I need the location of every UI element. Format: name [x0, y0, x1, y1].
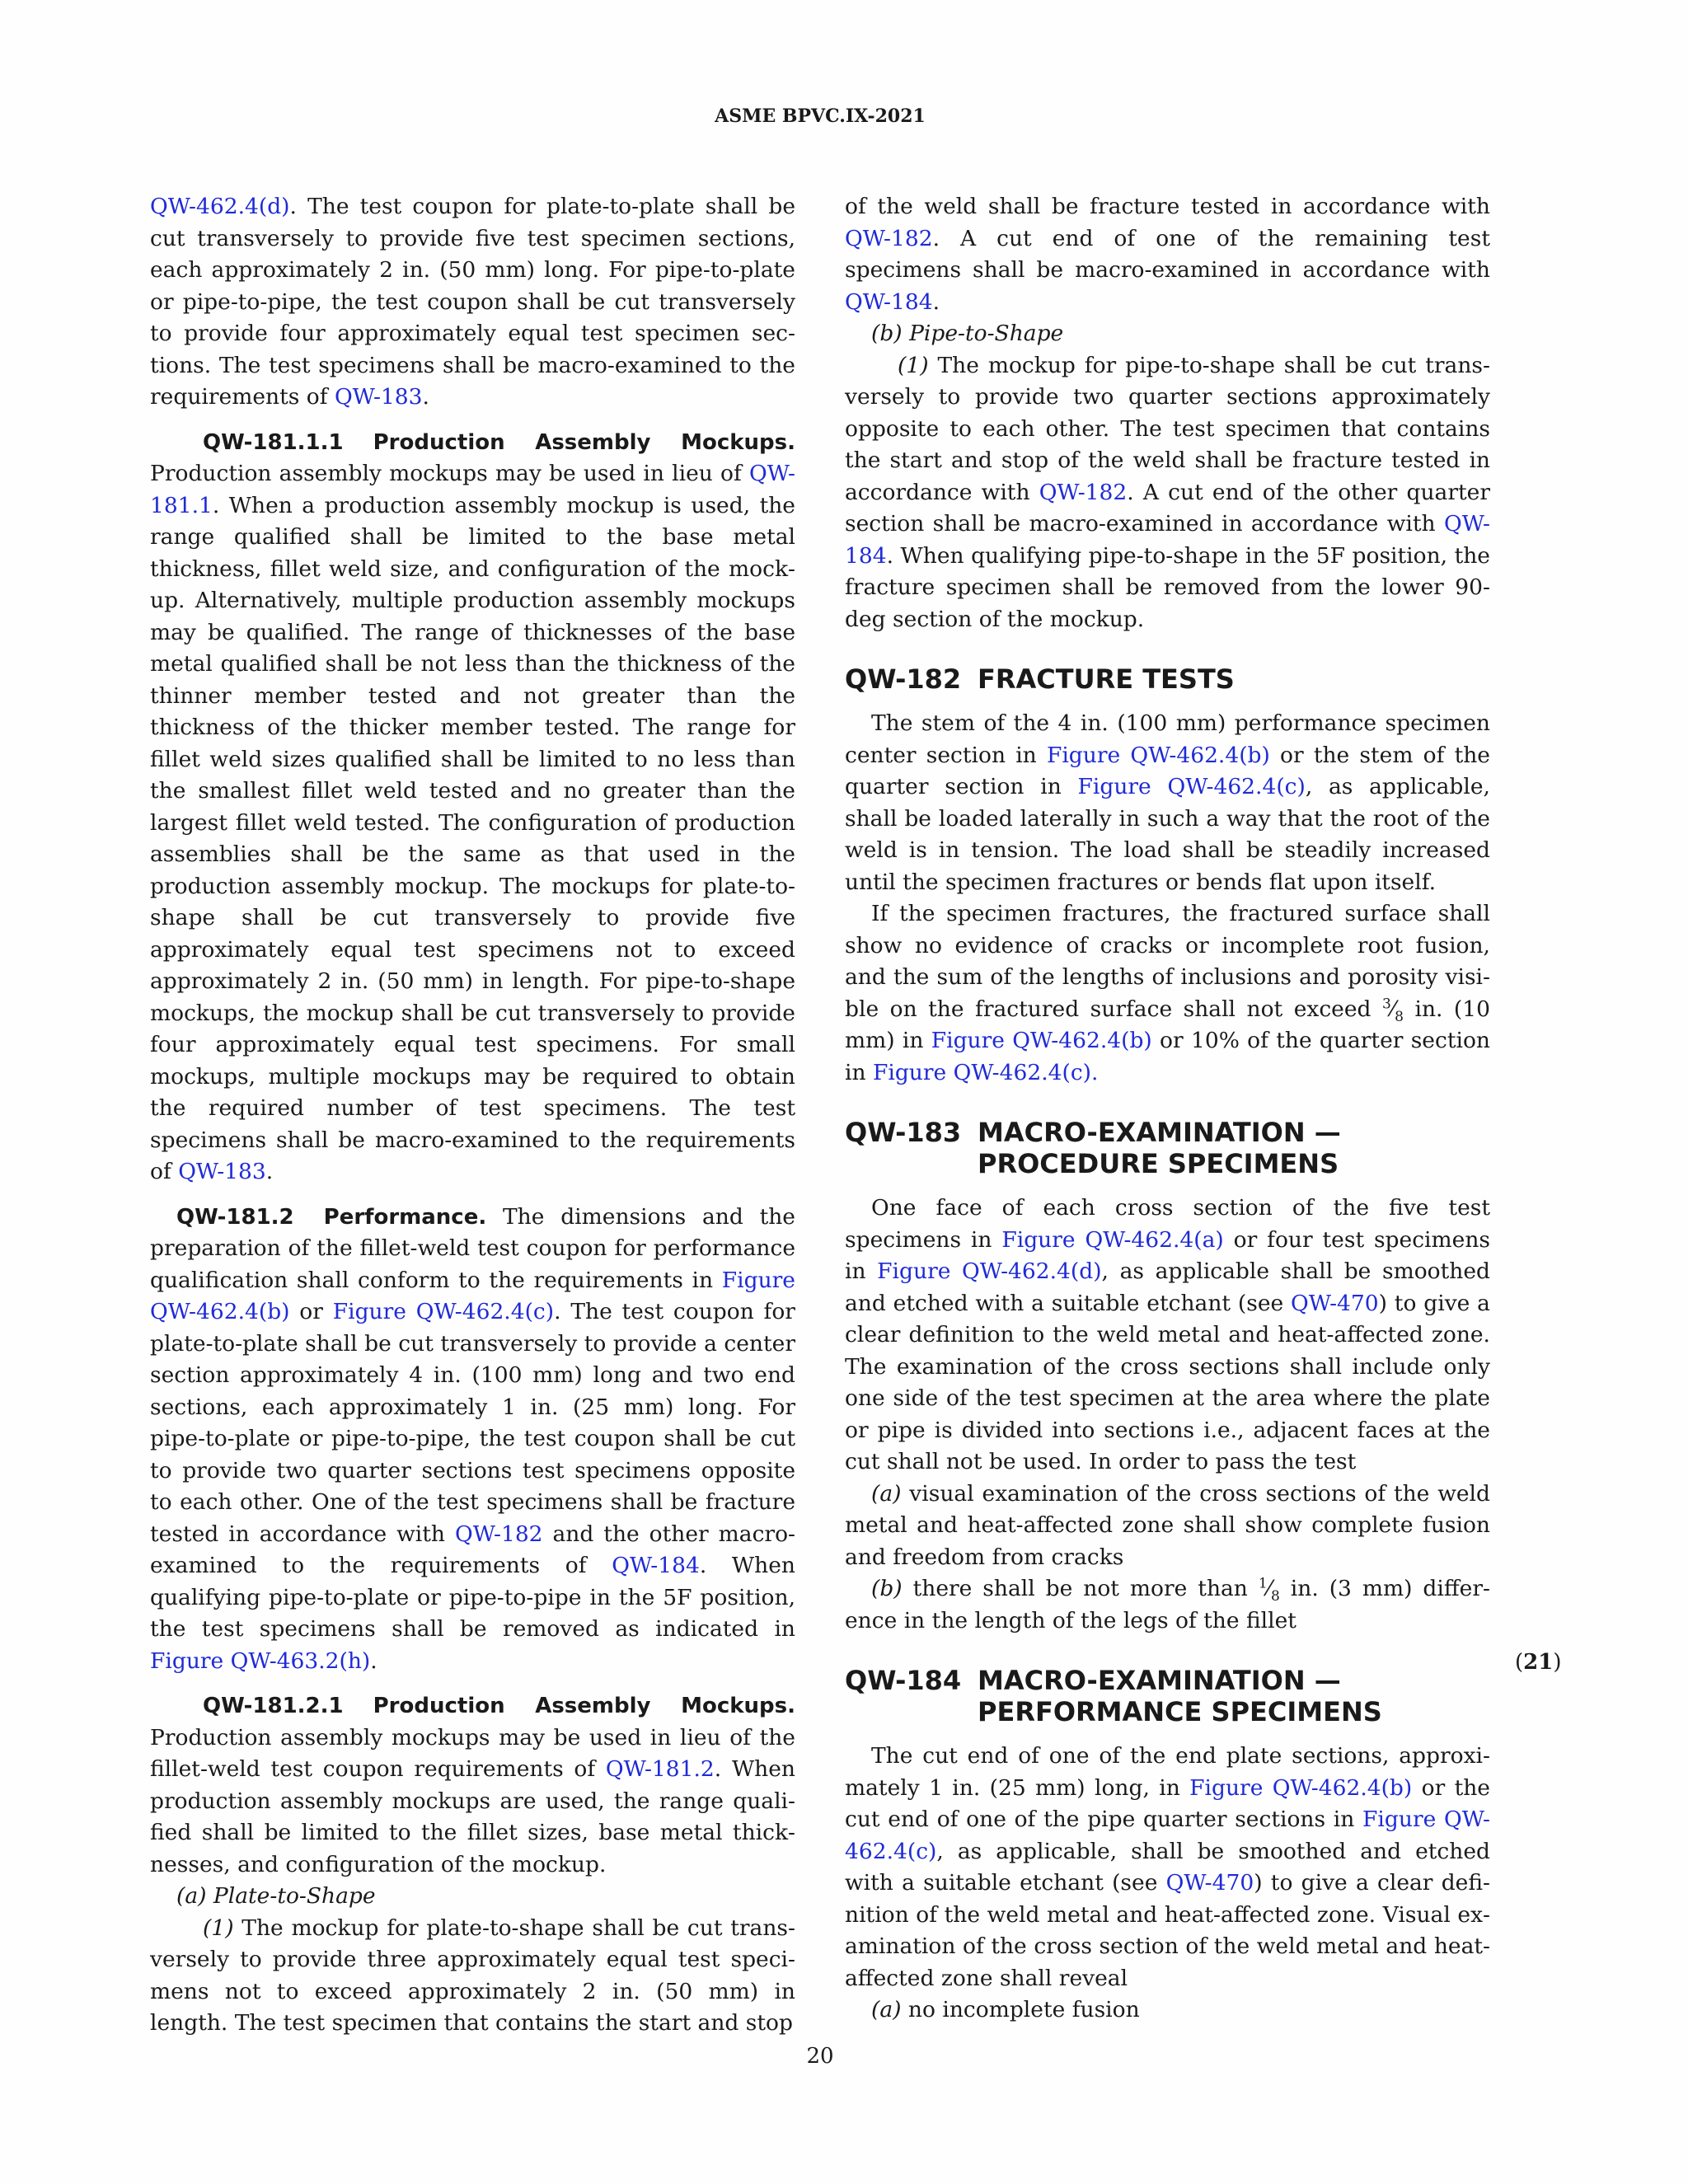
text: . When a production assembly mockup is used, the range qualified shall be limited to the base metal thickness, fillet weld size, and configuration of the mockup. Alternatively, multiple production assembly mockups may be qualified. The range of thicknesses of the base metal qualified shall be not less than the thickness of the thinner member tested and not greater than the thickness of the thicker member tested. The range for fillet weld sizes qualified shall be limited to no less than the smallest fillet weld tested and no greater than the largest fillet weld tested. The configuration of production assemblies shall be the same as that used in the production assembly mockup. The mockups for plate-to-shape shall be cut transversely to provide five approximately equal test specimens not to exceed approximately 2 in. (50 mm) in length. For pipe-to-shape mockups, the mockup shall be cut transversely to provide four approximately equal test specimens. For small mockups, multiple mockups may be required to obtain the required number of test specimens. The test specimens shall be macro-examined to the requirements of [150, 492, 795, 1184]
text: Production assembly mockups may be used in lieu of the fillet-weld test coupon requirements of [150, 1724, 795, 1782]
section-qw-181-1-1 [150, 427, 795, 1188]
link-figure-qw-462-4a[interactable]: Figure QW-462.4(a) [1001, 1226, 1224, 1253]
text: ) to give a clear definition to the weld metal and heat-affected zone. The examination of the cross sections shall include only one side of the test specimen at the area where the plate or pipe is divided into sections i.e., adjacent faces at the cut shall not be used. In order to pass the test [845, 1290, 1490, 1474]
text: . The test coupon for plate-to-plate shall be cut transversely to provide a center section approximately 4 in. (100 mm) long and two end sections, each approximately 1 in. (25 mm) long. For pipe-to-plate or pipe-to-pipe, the test coupon shall be cut to provide two quarter sections test specimens opposite to each other. One of the test specimens shall be fracture tested in accordance with [150, 1299, 795, 1547]
text: or the cut end of one of the pipe quarter sections in [845, 1774, 1490, 1832]
section-title: Production Assembly Mockups. [373, 1694, 795, 1718]
text: , as applicable, shall be loaded laterally in such a way that the root of the weld is in tension. The load shall be steadily increased until the specimen fractures or bends flat upon itself. [845, 774, 1490, 895]
link-qw-470[interactable]: QW-470 [1291, 1290, 1379, 1316]
link-qw-183[interactable]: QW-183 [178, 1159, 266, 1184]
subsection-b-pipe-to-shape [845, 318, 1490, 350]
paragraph-qw-181-1-cont [150, 191, 795, 414]
fraction-denominator: 8 [1395, 1008, 1404, 1025]
section-title: MACRO-EXAMINATION — PERFORMANCE SPECIMENS [978, 1665, 1382, 1727]
revision-number: 21 [1523, 1650, 1554, 1675]
text: . [932, 288, 940, 315]
section-qw-181-2-1 [150, 1690, 795, 1881]
link-figure-qw-462-4b[interactable]: Figure QW-462.4(b) [150, 1267, 795, 1324]
fraction-numerator: 3 [1381, 995, 1391, 1012]
link-qw-184[interactable]: QW-184 [845, 288, 933, 315]
link-qw-181-1[interactable]: QW-181.1 [150, 461, 795, 518]
item-label: (1) [203, 1915, 234, 1941]
section-qw-181-2 [150, 1202, 795, 1678]
link-figure-qw-462-4d[interactable]: Figure QW-462.4(d) [877, 1258, 1102, 1284]
text: The dimensions and the preparation of the fillet-weld test coupon for performance qualification shall conform to the requirements in [150, 1203, 795, 1293]
section-title: Production Assembly Mockups. [373, 429, 795, 455]
text: . When qualifying pipe-to-plate or pipe-to-pipe in the 5F position, the test specimens shall be removed as indicated in [150, 1553, 795, 1642]
link-figure-qw-462-4b[interactable]: Figure QW-462.4(b) [1189, 1774, 1413, 1801]
link-qw-470[interactable]: QW-470 [1165, 1870, 1254, 1896]
section-title: FRACTURE TESTS [978, 663, 1235, 695]
right-column [845, 191, 1490, 2040]
list-item-a [845, 1479, 1490, 1574]
heading-qw-184 [845, 1665, 1490, 1727]
text: no incomplete fusion [901, 1997, 1140, 2022]
left-column [150, 191, 795, 2040]
link-qw-462-4d[interactable]: QW-462.4(d) [150, 194, 290, 219]
revision-marker [1515, 1650, 1562, 1675]
item-label: (b) [871, 321, 903, 346]
text: or 10% of the quarter section in [845, 1028, 1490, 1085]
text: The cut end of one of the end plate sections, approximately 1 in. (25 mm) long, in [845, 1743, 1490, 1801]
link-qw-181-2[interactable]: QW-181.2 [605, 1756, 715, 1782]
paragraph-qw-184-1 [845, 1741, 1490, 1994]
section-number: QW-183 [845, 1117, 962, 1148]
subsection-a1 [150, 1913, 795, 2040]
link-figure-qw-462-4c[interactable]: Figure QW-462.4(c). [872, 1059, 1099, 1085]
page-number: 20 [806, 2044, 834, 2069]
text: . A cut end of the other quarter section shall be macro-examined in accordance with [845, 479, 1490, 537]
text: . When qualifying pipe-to-shape in the 5F position, the fracture specimen shall be removed from the lower 90-deg section of the mockup. [845, 542, 1490, 632]
text: . The test coupon for plate-to-plate shall be cut transversely to provide five test specimen sections, each approximately 2 in. (50 mm) long. For pipe-to-plate or pipe-to-pipe, the test coupon shall be cut transversely to provide four approximately equal test specimen sections. The test specimens shall be macro-examined to the requirements of [150, 194, 795, 410]
text: . When production assembly mockups are used, the range qualified shall be limited to the fillet sizes, base metal thicknesses, and configuration of the mockup. [150, 1756, 795, 1877]
text: there shall be not more than [902, 1576, 1259, 1601]
section-number: QW-181.1.1 [203, 429, 344, 455]
text: . A cut end of one of the remaining test specimens shall be macro-examined in accordance with [845, 225, 1490, 283]
text: or four test specimens in [845, 1226, 1491, 1284]
text: or [289, 1299, 333, 1324]
heading-qw-182 [845, 663, 1490, 695]
link-figure-qw-462-4b[interactable]: Figure QW-462.4(b) [931, 1028, 1152, 1053]
fraction-one-eighth: $^1⁄_8$ [1258, 1575, 1280, 1605]
text: in. (3 mm) difference in the length of the legs of the fillet [845, 1576, 1490, 1633]
subsection-a-plate-to-shape [150, 1881, 795, 1913]
link-figure-qw-462-4c[interactable]: Figure QW-462.4(c) [1077, 774, 1306, 799]
paragraph-a1-cont [845, 191, 1490, 318]
text: in. (10 mm) in [845, 996, 1490, 1053]
text: If the specimen fractures, the fractured surface shall show no evidence of cracks or incomplete root fusion, and the sum of the lengths of inclusions and porosity visible on the fractured surface shall not exceed [845, 901, 1490, 1022]
text: The stem of the 4 in. (100 mm) performance specimen center section in [845, 710, 1490, 768]
text: , as applicable, shall be smoothed and etched with a suitable etchant (see [845, 1838, 1490, 1896]
text: of the weld shall be fracture tested in accordance with [845, 194, 1490, 219]
item-label: (a) [871, 1480, 902, 1507]
item-label: (b) [871, 1576, 903, 1601]
text: Production assembly mockups may be used in lieu of [150, 461, 749, 486]
text: . [422, 384, 429, 410]
revision-paren: ( [1515, 1650, 1524, 1675]
heading-qw-183 [845, 1117, 1490, 1179]
link-qw-184[interactable]: QW-184 [612, 1553, 700, 1578]
revision-paren: ) [1553, 1650, 1562, 1675]
section-title: Performance. [323, 1204, 487, 1230]
section-title: MACRO-EXAMINATION — PROCEDURE SPECIMENS [978, 1117, 1341, 1179]
link-figure-qw-462-4b[interactable]: Figure QW-462.4(b) [1046, 742, 1270, 768]
list-item-b [845, 1573, 1490, 1637]
link-qw-184[interactable]: QW-184 [845, 511, 1490, 569]
link-qw-182[interactable]: QW-182 [1039, 479, 1128, 505]
fraction-numerator: 1 [1258, 1575, 1268, 1592]
section-number: QW-181.2.1 [203, 1694, 344, 1718]
item-title: Pipe-to-Shape [909, 321, 1064, 346]
fraction-denominator: 8 [1271, 1588, 1280, 1605]
text: or the stem of the quarter section in [845, 742, 1490, 799]
link-figure-qw-463-2h[interactable]: Figure QW-463.2(h) [150, 1647, 371, 1674]
link-qw-182[interactable]: QW-182 [845, 225, 933, 251]
running-head: ASME BPVC.IX-2021 [715, 105, 926, 127]
item-label: (a) [871, 1997, 902, 2022]
item-title: Plate-to-Shape [213, 1883, 376, 1909]
subsection-b1 [845, 350, 1490, 636]
paragraph-qw-182-2 [845, 898, 1490, 1089]
text: visual examination of the cross sections of the weld metal and heat-affected zone shall show complete fusion and freedom from cracks [845, 1480, 1490, 1570]
section-number: QW-181.2 [176, 1204, 294, 1230]
text: One face of each cross section of the five test specimens in [845, 1195, 1490, 1253]
text: ) to give a clear definition of the weld metal and heat-affected zone. Visual examination of the cross section of the weld metal and heat-affected zone shall reveal [845, 1870, 1490, 1991]
item-label: (1) [898, 352, 929, 378]
text: . [265, 1159, 274, 1184]
section-number: QW-182 [845, 663, 962, 695]
list-item-a [845, 1994, 1490, 2027]
text: , as applicable shall be smoothed and etched with a suitable etchant (see [845, 1258, 1490, 1316]
link-qw-183[interactable]: QW-183 [334, 384, 423, 410]
text: The mockup for pipe-to-shape shall be cut transversely to provide two quarter sections approximately opposite to each other. The test specimen that contains the start and stop of the weld shall be fracture tested in accordance with [845, 352, 1490, 505]
fraction-three-eighths: $^3⁄_8$ [1381, 995, 1404, 1025]
paragraph-qw-182-1 [845, 708, 1490, 898]
item-label: (a) [176, 1883, 207, 1909]
text: . [370, 1647, 377, 1674]
section-number: QW-184 [845, 1665, 962, 1696]
paragraph-qw-183-1 [845, 1193, 1490, 1479]
text: The mockup for plate-to-shape shall be cut transversely to provide three approximately equal test specimens not to exceed approximately 2 in. (50 mm) in length. The test specimen that contains the start and stop [150, 1915, 795, 2036]
link-figure-qw-462-4c[interactable]: Figure QW-462.4(c) [332, 1299, 555, 1324]
text: and the other macro-examined to the requirements of [150, 1521, 796, 1578]
link-qw-182[interactable]: QW-182 [454, 1521, 543, 1547]
link-figure-qw-462-4c[interactable]: Figure QW-462.4(c) [845, 1807, 1490, 1864]
